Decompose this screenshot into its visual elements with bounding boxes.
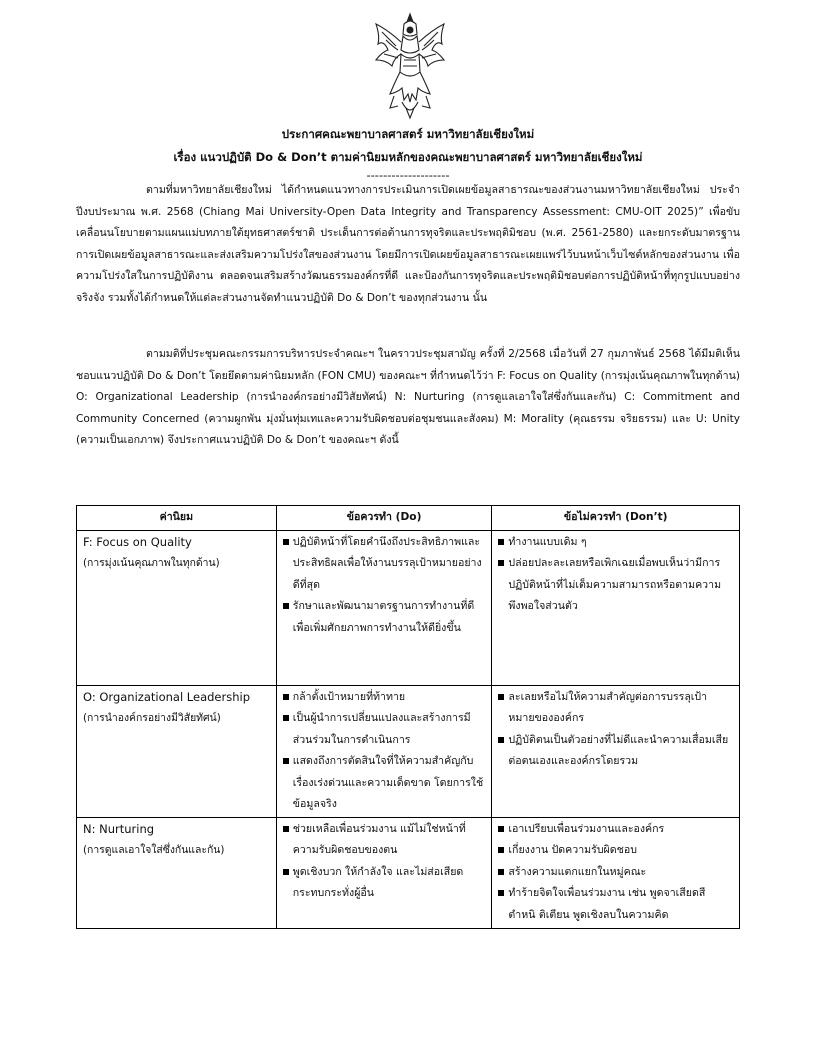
do-cell — [276, 530, 492, 685]
dont-item-text: เอาเปรียบเพื่อนร่วมงานและองค์กร — [508, 822, 665, 835]
bullet-icon — [498, 847, 504, 853]
list-item — [498, 883, 733, 926]
list-item — [498, 553, 733, 618]
do-item-text: แสดงถึงการตัดสินใจที่ให้ความสำคัญกับเรื่องเร่งด่วนและความเด็ดขาด โดยการใช้ข้อมูลจริง — [292, 755, 484, 810]
list-item — [498, 687, 733, 730]
do-item-text: ปฏิบัติหน้าที่โดยคำนึงถึงประสิทธิภาพและประสิทธิผลเพื่อให้งานบรรลุเป้าหมายอย่างดีที่สุด — [292, 535, 482, 591]
bullet-icon — [498, 694, 504, 700]
intro-paragraph: ตามที่มหาวิทยาลัยเชียงใหม่ ได้กำหนดแนวทางการประเมินการเปิดเผยข้อมูลสาธารณะของส่วนงานมหาวิทยาลัยเชียงใหม่ ประจำปีงบประมาณ พ.ศ. 2568 (Chiang Mai University-Open Data Integrity and Transparency Assessment: CMU-OIT 2025)” เพื่อขับเคลื่อนนโยบายตามแผนแม่บทภายใต้ยุทธศาสตร์ชาติ ประเด็นการต่อต้านการทุจริตและประพฤติมิชอบ (พ.ศ. 2561-2580) และยกระดับมาตรฐานการเปิดเผยข้อมูลสาธารณะและส่งเสริมความโปร่งใสของส่วนงาน โดยมีการเปิดเผยข้อมูลสาธารณะเผยแพร่ไว้บนหน้าเว็บไซต์หลักของส่วนงาน เพื่อความโปร่งใสในการปฏิบัติงาน ตลอดจนเสริมสร้างวัฒนธรรมองค์กรที่ดี และป้องกันการทุจริตและประพฤติมิชอบต่อการปฏิบัติหน้าที่ทุกรูปแบบอย่างจริงจัง รวมทั้งได้กำหนดให้แต่ละส่วนงานจัดทำแนวปฏิบัติ Do & Don’t ของทุกส่วนงาน นั้น — [76, 184, 740, 304]
garuda-emblem-icon — [370, 10, 450, 122]
bullet-icon — [498, 737, 504, 743]
list-item — [283, 708, 486, 751]
value-description: (การมุ่งเน้นคุณภาพในทุกด้าน) — [83, 557, 220, 569]
list-item — [498, 819, 733, 841]
value-name: O: Organizational Leadership — [83, 689, 251, 704]
dont-item-text: ทำงานแบบเดิม ๆ — [508, 535, 587, 548]
bullet-icon — [283, 826, 289, 832]
do-cell — [276, 817, 492, 928]
value-name: F: Focus on Quality — [83, 534, 192, 549]
dont-cell — [492, 817, 740, 928]
list-item — [498, 532, 733, 554]
bullet-icon — [283, 539, 289, 545]
dont-item-text: เกี่ยงงาน ปัดความรับผิดชอบ — [508, 844, 637, 856]
list-item — [283, 687, 486, 709]
do-item-text: รักษาและพัฒนามาตรฐานการทำงานที่ดีเพื่อเพิ่มศักยภาพการทำงานให้ดียิ่งขึ้น — [292, 600, 475, 634]
value-cell — [77, 530, 277, 685]
value-description: (การดูแลเอาใจใส่ซึ่งกันและกัน) — [83, 844, 225, 856]
dont-item-text: ปล่อยปละละเลยหรือเพิกเฉยเมื่อพบเห็นว่ามีการปฏิบัติหน้าที่ไม่เต็มความสามารถหรือตามความพึงพอใจส่วนตัว — [508, 557, 722, 612]
bullet-icon — [498, 869, 504, 875]
value-cell — [77, 685, 277, 817]
list-item — [283, 751, 486, 816]
list-item — [498, 840, 733, 862]
table-row — [77, 685, 740, 817]
announcement-subject: เรื่อง แนวปฏิบัติ Do & Don’t ตามค่านิยมหลักของคณะพยาบาลศาสตร์ มหาวิทยาลัยเชียงใหม่ — [173, 150, 643, 164]
list-item — [498, 730, 733, 773]
do-item-text: พูดเชิงบวก ให้กำลังใจ และไม่ส่อเสียดกระทบกระทั่งผู้อื่น — [292, 865, 464, 899]
bullet-icon — [283, 694, 289, 700]
dont-cell — [492, 530, 740, 685]
bullet-icon — [283, 603, 289, 609]
bullet-icon — [283, 869, 289, 875]
bullet-icon — [283, 715, 289, 721]
dont-item-text: ละเลยหรือไม่ให้ความสำคัญต่อการบรรลุเป้าหมายขององค์กร — [508, 690, 708, 724]
list-item — [283, 862, 486, 905]
list-item — [283, 819, 486, 862]
title-separator: -------------------- — [366, 168, 450, 182]
header-values: ค่านิยม — [77, 506, 277, 531]
do-item-text: ช่วยเหลือเพื่อนร่วมงาน แม้ไม่ใช่หน้าที่ความรับผิดชอบของตน — [292, 822, 466, 856]
value-name: N: Nurturing — [83, 821, 155, 836]
bullet-icon — [498, 560, 504, 566]
resolution-paragraph: ตามมติที่ประชุมคณะกรรมการบริหารประจำคณะฯ ในคราวประชุมสามัญ ครั้งที่ 2/2568 เมื่อวันที่ 27 กุมภาพันธ์ 2568 ได้มีมติเห็นชอบแนวปฏิบัติ Do & Don’t โดยยึดตามค่านิยมหลัก (FON CMU) ของคณะฯ ที่กำหนดไว้ว่า F: Focus on Quality (การมุ่งเน้นคุณภาพในทุกด้าน) O: Organizational Leadership (การนำองค์กรอย่างมีวิสัยทัศน์) N: Nurturing (การดูแลเอาใจใส่ซึ่งกันและกัน) C: Commitment and Community Concerned (ความผูกพัน มุ่งมั่นทุ่มเทและความรับผิดชอบต่อชุมชนและสังคม) M: Morality (คุณธรรม จริยธรรม) และ U: Unity (ความเป็นเอกภาพ) จึงประกาศแนวปฏิบัติ Do & Don’t ของคณะฯ ดังนี้ — [76, 348, 740, 446]
bullet-icon — [283, 758, 289, 764]
list-item — [283, 532, 486, 597]
dont-item-text: ทำร้ายจิตใจเพื่อนร่วมงาน เช่น พูดจาเสียดสี ตำหนิ ติเตียน พูดเชิงลบในความคิด — [508, 887, 706, 921]
bullet-icon — [498, 890, 504, 896]
header-do: ข้อควรทำ (Do) — [276, 506, 492, 531]
table-row — [77, 817, 740, 928]
header-dont: ข้อไม่ควรทำ (Don’t) — [492, 506, 740, 531]
dont-cell — [492, 685, 740, 817]
table-row — [77, 530, 740, 685]
bullet-icon — [498, 826, 504, 832]
bullet-icon — [498, 539, 504, 545]
do-cell — [276, 685, 492, 817]
dont-item-text: ปฏิบัติตนเป็นตัวอย่างที่ไม่ดีและนำความเสื่อมเสียต่อตนเองและองค์กรโดยรวม — [508, 733, 729, 767]
value-description: (การนำองค์กรอย่างมีวิสัยทัศน์) — [83, 712, 221, 724]
do-dont-table — [76, 505, 740, 929]
dont-item-text: สร้างความแตกแยกในหมู่คณะ — [508, 865, 647, 878]
announcement-title: ประกาศคณะพยาบาลศาสตร์ มหาวิทยาลัยเชียงใหม่ — [281, 127, 535, 141]
list-item — [498, 862, 733, 884]
do-item-text: กล้าตั้งเป้าหมายที่ท้าทาย — [292, 690, 406, 703]
table-header-row — [77, 506, 740, 531]
list-item — [283, 596, 486, 639]
value-cell — [77, 817, 277, 928]
do-item-text: เป็นผู้นำการเปลี่ยนแปลงและสร้างการมีส่วนร่วมในการดำเนินการ — [292, 712, 471, 746]
